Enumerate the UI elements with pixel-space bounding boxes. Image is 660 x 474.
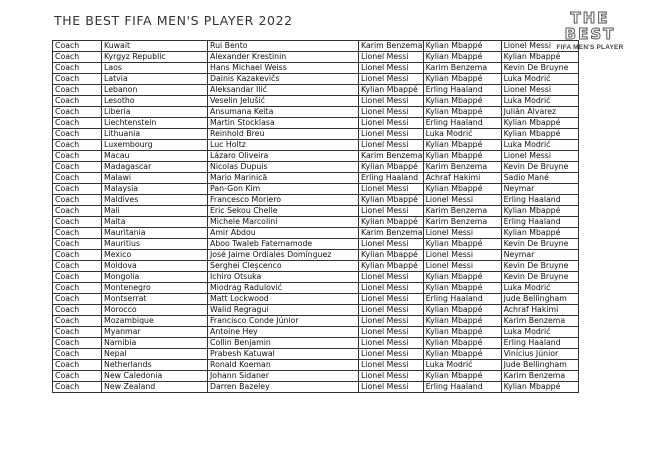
name-cell: Nicolas Dupuis [208, 162, 359, 173]
role-cell: Coach [53, 360, 102, 371]
first-place-cell: Lionel Messi [359, 283, 424, 294]
country-cell: Kuwait [102, 41, 208, 52]
country-cell: Montenegro [102, 283, 208, 294]
first-place-cell: Kylian Mbappé [359, 250, 424, 261]
first-place-cell: Kylian Mbappé [359, 162, 424, 173]
first-place-cell: Kylian Mbappé [359, 261, 424, 272]
role-cell: Coach [53, 96, 102, 107]
second-place-cell: Kylian Mbappé [423, 140, 501, 151]
country-cell: Liechtenstein [102, 118, 208, 129]
page-title: THE BEST FIFA MEN'S PLAYER 2022 [54, 13, 293, 28]
logo-mark: THE BEST [564, 9, 616, 43]
second-place-cell: Lionel Messi [423, 195, 501, 206]
third-place-cell: Erling Haaland [501, 195, 578, 206]
name-cell: Antoine Hey [208, 327, 359, 338]
name-cell: Serghei Cleşcenco [208, 261, 359, 272]
table-row [53, 283, 579, 294]
second-place-cell: Erling Haaland [423, 118, 501, 129]
table-row [53, 162, 579, 173]
first-place-cell: Lionel Messi [359, 96, 424, 107]
second-place-cell: Kylian Mbappé [423, 184, 501, 195]
first-place-cell: Lionel Messi [359, 118, 424, 129]
third-place-cell: Karim Benzema [501, 371, 578, 382]
third-place-cell: Jude Bellingham [501, 294, 578, 305]
second-place-cell: Luka Modrić [423, 129, 501, 140]
country-cell: Liberia [102, 107, 208, 118]
name-cell: Aboo Twaleb Fatemamode [208, 239, 359, 250]
table-row [53, 228, 579, 239]
name-cell: Ansumana Keita [208, 107, 359, 118]
second-place-cell: Kylian Mbappé [423, 349, 501, 360]
country-cell: Laos [102, 63, 208, 74]
country-cell: Lesotho [102, 96, 208, 107]
second-place-cell: Lionel Messi [423, 228, 501, 239]
country-cell: Latvia [102, 74, 208, 85]
first-place-cell: Lionel Messi [359, 382, 424, 393]
second-place-cell: Kylian Mbappé [423, 96, 501, 107]
first-place-cell: Lionel Messi [359, 52, 424, 63]
name-cell: Reinhold Breu [208, 129, 359, 140]
second-place-cell: Achraf Hakimi [423, 173, 501, 184]
name-cell: Walid Regragui [208, 305, 359, 316]
role-cell: Coach [53, 294, 102, 305]
role-cell: Coach [53, 129, 102, 140]
table-row [53, 52, 579, 63]
role-cell: Coach [53, 107, 102, 118]
country-cell: Morocco [102, 305, 208, 316]
second-place-cell: Lionel Messi [423, 261, 501, 272]
third-place-cell: Kylian Mbappé [501, 382, 578, 393]
third-place-cell: Achraf Hakimi [501, 305, 578, 316]
country-cell: Kyrgyz Republic [102, 52, 208, 63]
logo-subtitle: FIFA MEN'S PLAYER [556, 44, 624, 51]
name-cell: Lázaro Oliveira [208, 151, 359, 162]
first-place-cell: Lionel Messi [359, 371, 424, 382]
role-cell: Coach [53, 162, 102, 173]
name-cell: Mario Marinică [208, 173, 359, 184]
first-place-cell: Lionel Messi [359, 305, 424, 316]
first-place-cell: Lionel Messi [359, 316, 424, 327]
third-place-cell: Sadio Mané [501, 173, 578, 184]
table-row [53, 305, 579, 316]
country-cell: New Zealand [102, 382, 208, 393]
second-place-cell: Kylian Mbappé [423, 151, 501, 162]
first-place-cell: Karim Benzema [359, 41, 424, 52]
second-place-cell: Kylian Mbappé [423, 338, 501, 349]
name-cell: Veselin Jelušić [208, 96, 359, 107]
second-place-cell: Kylian Mbappé [423, 316, 501, 327]
first-place-cell: Karim Benzema [359, 151, 424, 162]
second-place-cell: Kylian Mbappé [423, 52, 501, 63]
third-place-cell: Kylian Mbappé [501, 206, 578, 217]
second-place-cell: Karim Benzema [423, 217, 501, 228]
second-place-cell: Kylian Mbappé [423, 283, 501, 294]
third-place-cell: Kylian Mbappé [501, 52, 578, 63]
role-cell: Coach [53, 316, 102, 327]
second-place-cell: Kylian Mbappé [423, 239, 501, 250]
table-row [53, 382, 579, 393]
name-cell: Darren Bazeley [208, 382, 359, 393]
first-place-cell: Kylian Mbappé [359, 195, 424, 206]
table-row [53, 184, 579, 195]
votes-table [52, 40, 579, 393]
role-cell: Coach [53, 52, 102, 63]
name-cell: Francisco Conde Júnior [208, 316, 359, 327]
table-row [53, 140, 579, 151]
role-cell: Coach [53, 349, 102, 360]
role-cell: Coach [53, 173, 102, 184]
name-cell: Francesco Moriero [208, 195, 359, 206]
country-cell: Malawi [102, 173, 208, 184]
table-row [53, 294, 579, 305]
first-place-cell: Lionel Messi [359, 360, 424, 371]
role-cell: Coach [53, 382, 102, 393]
name-cell: Prabesh Katuwal [208, 349, 359, 360]
country-cell: Netherlands [102, 360, 208, 371]
name-cell: Luc Holtz [208, 140, 359, 151]
third-place-cell: Jude Bellingham [501, 360, 578, 371]
country-cell: Mauritania [102, 228, 208, 239]
second-place-cell: Kylian Mbappé [423, 371, 501, 382]
table-row [53, 261, 579, 272]
name-cell: Amir Abdou [208, 228, 359, 239]
first-place-cell: Karim Benzema [359, 228, 424, 239]
name-cell: Ichiro Otsuka [208, 272, 359, 283]
second-place-cell: Kylian Mbappé [423, 74, 501, 85]
country-cell: Malta [102, 217, 208, 228]
country-cell: Nepal [102, 349, 208, 360]
country-cell: Mali [102, 206, 208, 217]
third-place-cell: Luka Modrić [501, 96, 578, 107]
table-row [53, 107, 579, 118]
country-cell: Mexico [102, 250, 208, 261]
name-cell: José Jaime Ordiales Domínguez [208, 250, 359, 261]
second-place-cell: Karim Benzema [423, 206, 501, 217]
first-place-cell: Lionel Messi [359, 349, 424, 360]
first-place-cell: Lionel Messi [359, 129, 424, 140]
name-cell: Miodrag Radulović [208, 283, 359, 294]
country-cell: Madagascar [102, 162, 208, 173]
country-cell: Mongolia [102, 272, 208, 283]
first-place-cell: Lionel Messi [359, 206, 424, 217]
role-cell: Coach [53, 261, 102, 272]
second-place-cell: Kylian Mbappé [423, 41, 501, 52]
role-cell: Coach [53, 217, 102, 228]
role-cell: Coach [53, 41, 102, 52]
table-row [53, 74, 579, 85]
country-cell: Mauritius [102, 239, 208, 250]
table-row [53, 349, 579, 360]
table-row [53, 151, 579, 162]
name-cell: Eric Sekou Chelle [208, 206, 359, 217]
country-cell: Namibia [102, 338, 208, 349]
role-cell: Coach [53, 206, 102, 217]
name-cell: Aleksandar Ilić [208, 85, 359, 96]
third-place-cell: Karim Benzema [501, 316, 578, 327]
role-cell: Coach [53, 338, 102, 349]
name-cell: Dainis Kazakevičs [208, 74, 359, 85]
role-cell: Coach [53, 305, 102, 316]
third-place-cell: Kevin De Bruyne [501, 162, 578, 173]
second-place-cell: Kylian Mbappé [423, 305, 501, 316]
third-place-cell: Lionel Messi [501, 151, 578, 162]
first-place-cell: Lionel Messi [359, 272, 424, 283]
country-cell: Lebanon [102, 85, 208, 96]
first-place-cell: Lionel Messi [359, 140, 424, 151]
country-cell: Luxembourg [102, 140, 208, 151]
third-place-cell: Luka Modrić [501, 140, 578, 151]
third-place-cell: Neymar [501, 184, 578, 195]
role-cell: Coach [53, 272, 102, 283]
country-cell: Lithuania [102, 129, 208, 140]
name-cell: Pan-Gon Kim [208, 184, 359, 195]
table-row [53, 327, 579, 338]
third-place-cell: Erling Haaland [501, 338, 578, 349]
table-row [53, 316, 579, 327]
country-cell: Montserrat [102, 294, 208, 305]
role-cell: Coach [53, 140, 102, 151]
third-place-cell: Kevin De Bruyne [501, 63, 578, 74]
table-row [53, 85, 579, 96]
second-place-cell: Kylian Mbappé [423, 272, 501, 283]
country-cell: Macau [102, 151, 208, 162]
name-cell: Rui Bento [208, 41, 359, 52]
role-cell: Coach [53, 184, 102, 195]
third-place-cell: Julián Álvarez [501, 107, 578, 118]
third-place-cell: Neymar [501, 250, 578, 261]
table-row [53, 371, 579, 382]
name-cell: Hans Michael Weiss [208, 63, 359, 74]
third-place-cell: Lionel Messi [501, 41, 578, 52]
third-place-cell: Luka Modrić [501, 327, 578, 338]
third-place-cell: Kevin De Bruyne [501, 261, 578, 272]
table-row [53, 173, 579, 184]
country-cell: Maldives [102, 195, 208, 206]
first-place-cell: Lionel Messi [359, 74, 424, 85]
table-row [53, 96, 579, 107]
table-row [53, 250, 579, 261]
name-cell: Johann Sidaner [208, 371, 359, 382]
second-place-cell: Luka Modrić [423, 360, 501, 371]
role-cell: Coach [53, 283, 102, 294]
role-cell: Coach [53, 195, 102, 206]
table-row [53, 239, 579, 250]
third-place-cell: Kylian Mbappé [501, 228, 578, 239]
first-place-cell: Lionel Messi [359, 107, 424, 118]
second-place-cell: Karim Benzema [423, 162, 501, 173]
role-cell: Coach [53, 250, 102, 261]
name-cell: Collin Benjamin [208, 338, 359, 349]
first-place-cell: Lionel Messi [359, 327, 424, 338]
first-place-cell: Lionel Messi [359, 294, 424, 305]
second-place-cell: Erling Haaland [423, 382, 501, 393]
role-cell: Coach [53, 327, 102, 338]
first-place-cell: Lionel Messi [359, 338, 424, 349]
name-cell: Ronald Koeman [208, 360, 359, 371]
table-row [53, 195, 579, 206]
first-place-cell: Lionel Messi [359, 184, 424, 195]
third-place-cell: Vinícius Júnior [501, 349, 578, 360]
country-cell: Myanmar [102, 327, 208, 338]
second-place-cell: Erling Haaland [423, 294, 501, 305]
third-place-cell: Luka Modrić [501, 74, 578, 85]
name-cell: Martin Stocklasa [208, 118, 359, 129]
first-place-cell: Erling Haaland [359, 173, 424, 184]
name-cell: Michele Marcolini [208, 217, 359, 228]
role-cell: Coach [53, 74, 102, 85]
role-cell: Coach [53, 239, 102, 250]
third-place-cell: Luka Modrić [501, 283, 578, 294]
country-cell: Moldova [102, 261, 208, 272]
role-cell: Coach [53, 63, 102, 74]
country-cell: Malaysia [102, 184, 208, 195]
first-place-cell: Kylian Mbappé [359, 85, 424, 96]
table-row [53, 338, 579, 349]
third-place-cell: Kevin De Bruyne [501, 272, 578, 283]
name-cell: Matt Lockwood [208, 294, 359, 305]
third-place-cell: Erling Haaland [501, 217, 578, 228]
country-cell: New Caledonia [102, 371, 208, 382]
role-cell: Coach [53, 228, 102, 239]
table-row [53, 206, 579, 217]
first-place-cell: Lionel Messi [359, 239, 424, 250]
table-row [53, 217, 579, 228]
role-cell: Coach [53, 151, 102, 162]
role-cell: Coach [53, 118, 102, 129]
table-row [53, 118, 579, 129]
first-place-cell: Lionel Messi [359, 63, 424, 74]
third-place-cell: Kylian Mbappé [501, 129, 578, 140]
table-row [53, 129, 579, 140]
first-place-cell: Kylian Mbappé [359, 217, 424, 228]
third-place-cell: Kylian Mbappé [501, 118, 578, 129]
name-cell: Alexander Krestinin [208, 52, 359, 63]
table-row [53, 272, 579, 283]
country-cell: Mozambique [102, 316, 208, 327]
votes-table-body [53, 41, 579, 393]
role-cell: Coach [53, 371, 102, 382]
second-place-cell: Erling Haaland [423, 85, 501, 96]
role-cell: Coach [53, 85, 102, 96]
second-place-cell: Lionel Messi [423, 250, 501, 261]
second-place-cell: Kylian Mbappé [423, 107, 501, 118]
table-row [53, 41, 579, 52]
second-place-cell: Kylian Mbappé [423, 327, 501, 338]
table-row [53, 63, 579, 74]
third-place-cell: Lionel Messi [501, 85, 578, 96]
second-place-cell: Karim Benzema [423, 63, 501, 74]
table-row [53, 360, 579, 371]
third-place-cell: Kevin De Bruyne [501, 239, 578, 250]
